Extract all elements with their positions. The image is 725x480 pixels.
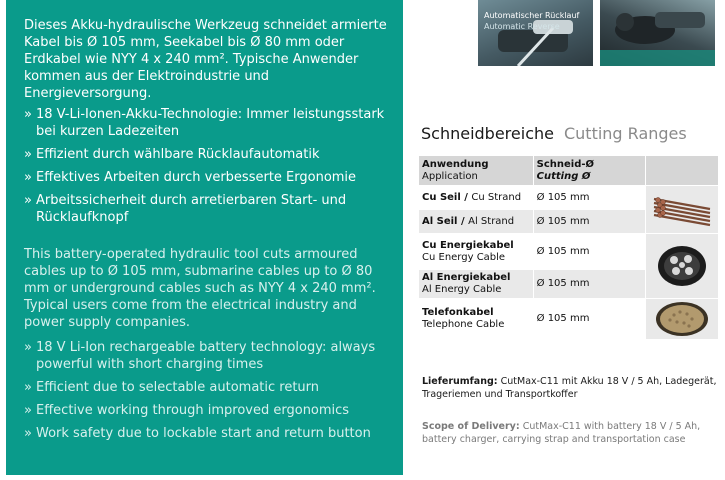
application-de: Al Seil: [422, 215, 458, 227]
application-de: Cu Energiekabel: [422, 239, 514, 251]
application-separator: /: [460, 191, 472, 203]
bullet-mark: »: [24, 340, 32, 355]
bullet-item: [24, 146, 389, 163]
bullet-mark: »: [24, 426, 32, 441]
header-application-de: Anwendung: [422, 158, 489, 170]
telephone-cable-icon: [650, 299, 714, 339]
bullet-mark: »: [24, 170, 32, 185]
cell-cutting: Ø 105 mm: [533, 210, 645, 234]
bullet-text: Effective working through improved ergonomics: [36, 403, 350, 418]
bullet-text: Effizient durch wählbare Rücklaufautomatik: [36, 147, 320, 162]
title-english: Cutting Ranges: [563, 124, 687, 143]
scope-text-german: CutMax-C11 mit Akku 18 V / 5 Ah, Ladegerät, Trageriemen und Transportkoffer: [422, 376, 717, 400]
bullet-item: [24, 425, 389, 442]
bullet-item: [24, 106, 389, 140]
cell-cutting: Ø 105 mm: [533, 299, 645, 340]
cell-cutting: Ø 105 mm: [533, 270, 645, 299]
scope-of-delivery-german: [422, 375, 722, 401]
header-application-en: Application: [422, 170, 478, 182]
application-en: Al Energy Cable: [422, 284, 502, 295]
bullet-item: [24, 402, 389, 419]
scope-label-german: Lieferumfang:: [422, 376, 498, 387]
header-cutting-de: Schneid-Ø: [536, 158, 595, 170]
bullet-item: [24, 379, 389, 396]
bullet-text: 18 V Li-Ion rechargeable battery technology: always powerful with short charging times: [36, 340, 376, 372]
intro-english: [24, 246, 389, 331]
bullet-mark: »: [24, 403, 32, 418]
bullet-mark: »: [24, 193, 32, 208]
cell-application: [419, 299, 534, 340]
application-en: Cu Energy Cable: [422, 251, 506, 263]
bullet-mark: »: [24, 147, 32, 162]
table-row: [419, 299, 719, 340]
cutting-ranges-title: [421, 124, 687, 143]
application-en: Cu Strand: [471, 191, 522, 203]
cable-image-telephone: [646, 299, 719, 340]
cell-application: [419, 234, 534, 270]
bullet-item: [24, 192, 389, 226]
intro-english-2: Typical users come from the electrical industry and power supply companies.: [24, 298, 357, 330]
scope-of-delivery-english: [422, 420, 722, 446]
bullet-text: 18 V-Li-Ionen-Akku-Technologie: Immer leistungsstark bei kurzen Ladezeiten: [36, 107, 385, 139]
tool-illustration: [600, 0, 715, 66]
cell-application: [419, 210, 534, 234]
photo-caption-english: Automatic Reverse: [484, 22, 560, 31]
title-german: Schneidbereiche: [421, 124, 554, 143]
cell-application: [419, 186, 534, 210]
bullet-text: Effektives Arbeiten durch verbesserte Ergonomie: [36, 170, 357, 185]
tool-photo-reverse: [478, 0, 593, 66]
application-de: Al Energiekabel: [422, 272, 511, 283]
cell-application: [419, 270, 534, 299]
energy-cable-icon: [650, 236, 714, 296]
application-en: Telephone Cable: [422, 319, 505, 330]
table-row: [419, 186, 719, 210]
bullet-item: [24, 339, 389, 373]
cable-image-strand: [646, 186, 719, 234]
bullet-mark: »: [24, 107, 32, 122]
table-header-row: [419, 156, 719, 186]
tool-illustration: [478, 0, 593, 66]
scope-label-english: Scope of Delivery:: [422, 421, 520, 432]
tool-photo-hand: [600, 0, 715, 66]
intro-german: Dieses Akku-hydraulische Werkzeug schneidet armierte Kabel bis Ø 105 mm, Seekabel bis Ø 80 mm oder Erdkabel wie NYY 4 x 240 mm². Typische Anwender kommen aus der Elektroindustrie und Energieversorgung.: [24, 18, 387, 101]
cable-image-energy: [646, 234, 719, 299]
bullet-text: Efficient due to selectable automatic return: [36, 380, 320, 395]
application-de: Cu Seil: [422, 191, 461, 203]
application-separator: /: [457, 215, 469, 227]
scope-text-english: CutMax-C11 with battery 18 V / 5 Ah, battery charger, carrying strap and transportation case: [422, 421, 701, 445]
cutting-ranges-table: [418, 155, 719, 340]
header-cutting: [533, 156, 645, 186]
bullet-text: Work safety due to lockable start and return button: [36, 426, 371, 441]
intro-english-1: This battery-operated hydraulic tool cuts armoured cables up to Ø 105 mm, submarine cables up to Ø 80 mm or underground cables such as NYY 4 x 240 mm².: [24, 247, 376, 296]
photo-caption-german: Automatischer Rücklauf: [484, 11, 580, 20]
cell-cutting: Ø 105 mm: [533, 234, 645, 270]
description-panel: [6, 0, 403, 475]
header-cutting-en: Cutting Ø: [536, 170, 591, 182]
table-row: [419, 234, 719, 270]
application-de: Telefonkabel: [422, 307, 494, 318]
bullet-mark: »: [24, 380, 32, 395]
cell-cutting: Ø 105 mm: [533, 186, 645, 210]
header-image: [646, 156, 719, 186]
bullet-list-english: [24, 339, 389, 442]
strand-cable-icon: [650, 189, 714, 231]
bullet-text: Arbeitssicherheit durch arretierbaren Start- und Rücklaufknopf: [36, 193, 347, 225]
bullet-list-german: [24, 106, 389, 226]
application-en: Al Strand: [468, 215, 515, 227]
header-application: [419, 156, 534, 186]
bullet-item: [24, 169, 389, 186]
